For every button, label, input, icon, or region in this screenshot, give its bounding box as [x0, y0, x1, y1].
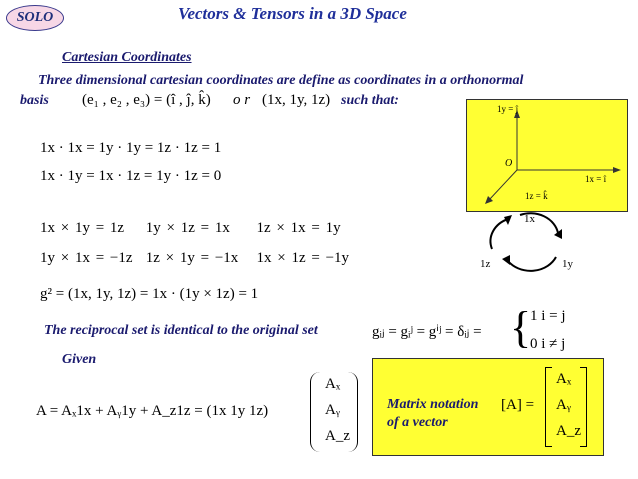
x-axis-label: 1x = î — [585, 174, 607, 184]
matrix-a-x: Aₓ — [556, 371, 572, 387]
cycle-diagram — [478, 205, 578, 275]
matrix-a-y: Aᵧ — [556, 397, 571, 413]
such-that: such that: — [341, 93, 399, 108]
matrix-lhs: [A] = — [501, 397, 535, 413]
vector-label: of a vector — [387, 415, 448, 430]
basis-equation: (e₁ , e₂ , e₃) = (î , ĵ, k̂) — [82, 92, 211, 108]
matrix-notation-label: Matrix notation — [387, 397, 479, 412]
basis-label: basis — [20, 93, 49, 108]
cycle-label-1z: 1z — [480, 258, 491, 270]
reciprocal-equation: gᵢⱼ = gᵢʲ = gⁱʲ = δᵢⱼ = — [372, 324, 482, 340]
dot-1-4: = 1 — [201, 140, 222, 156]
matrix-column — [545, 367, 587, 447]
origin-label: O — [505, 158, 513, 169]
or-word: o r — [233, 92, 251, 108]
cycle-arc-bottom — [508, 257, 556, 271]
dot-2-4: = 0 — [201, 168, 222, 184]
dot-1-1: 1x · 1x — [40, 140, 83, 156]
cycle-label-1x: 1x — [524, 213, 535, 225]
dot-row-1 — [40, 140, 221, 157]
intro-line: Three dimensional cartesian coordinates are define as coordinates in a orthonormal — [38, 73, 524, 88]
axes-svg — [467, 100, 627, 211]
section-heading: Cartesian Coordinates — [62, 50, 192, 65]
given-a-y: Aᵧ — [325, 402, 340, 418]
x-arrow — [613, 167, 621, 173]
matrix-notation-box — [372, 358, 604, 456]
solo-badge: SOLO — [6, 5, 64, 31]
slide-title: Vectors & Tensors in a 3D Space — [178, 4, 407, 23]
dot-2-1: 1x · 1y — [40, 168, 83, 184]
axes-diagram — [466, 99, 628, 212]
matrix-a-z: A_z — [556, 423, 581, 439]
metric-body: (1x, 1y, 1z) = 1x · (1y × 1z) = 1 — [67, 286, 259, 302]
dot-1-3: = 1z · 1z — [144, 140, 198, 156]
cross-row-2 — [40, 250, 349, 267]
cross-1-2: 1y × 1z = 1x — [145, 220, 230, 236]
z-axis — [489, 170, 517, 200]
cycle-label-1y: 1y — [562, 258, 573, 270]
cross-1-1: 1x × 1y = 1z — [40, 220, 125, 236]
given-a-x: Aₓ — [325, 376, 341, 392]
dot-1-2: = 1y · 1y — [86, 140, 141, 156]
given-column-vector — [310, 372, 358, 452]
cross-2-3: 1x × 1z = −1y — [256, 250, 350, 266]
cross-row-1 — [40, 220, 341, 237]
case-not-equal: 0 i ≠ j — [530, 336, 566, 352]
case-brace: { — [510, 303, 532, 352]
y-axis-label: 1y = ĵ — [497, 104, 519, 114]
cycle-arc-left — [490, 219, 508, 249]
given-label: Given — [62, 352, 97, 367]
basis-vectors: (1x, 1y, 1z) — [262, 92, 331, 108]
cross-1-3: 1z × 1x = 1y — [256, 220, 341, 236]
z-axis-label: 1z = k̂ — [525, 191, 548, 201]
metric-equation — [40, 286, 258, 303]
case-equal: 1 i = j — [530, 308, 566, 324]
cross-2-2: 1z × 1y = −1x — [145, 250, 239, 266]
dot-row-2 — [40, 168, 221, 185]
given-a-z: A_z — [325, 428, 350, 444]
cycle-arrow-2 — [502, 255, 510, 265]
reciprocal-text: The reciprocal set is identical to the original set — [44, 323, 318, 338]
metric-lhs: g² = — [40, 286, 65, 302]
dot-2-2: = 1x · 1z — [86, 168, 141, 184]
cross-2-1: 1y × 1x = −1z — [40, 250, 133, 266]
dot-2-3: = 1y · 1z — [143, 168, 198, 184]
given-equation: A = Aₓ1x + Aᵧ1y + A_z1z = (1x 1y 1z) — [36, 403, 269, 419]
